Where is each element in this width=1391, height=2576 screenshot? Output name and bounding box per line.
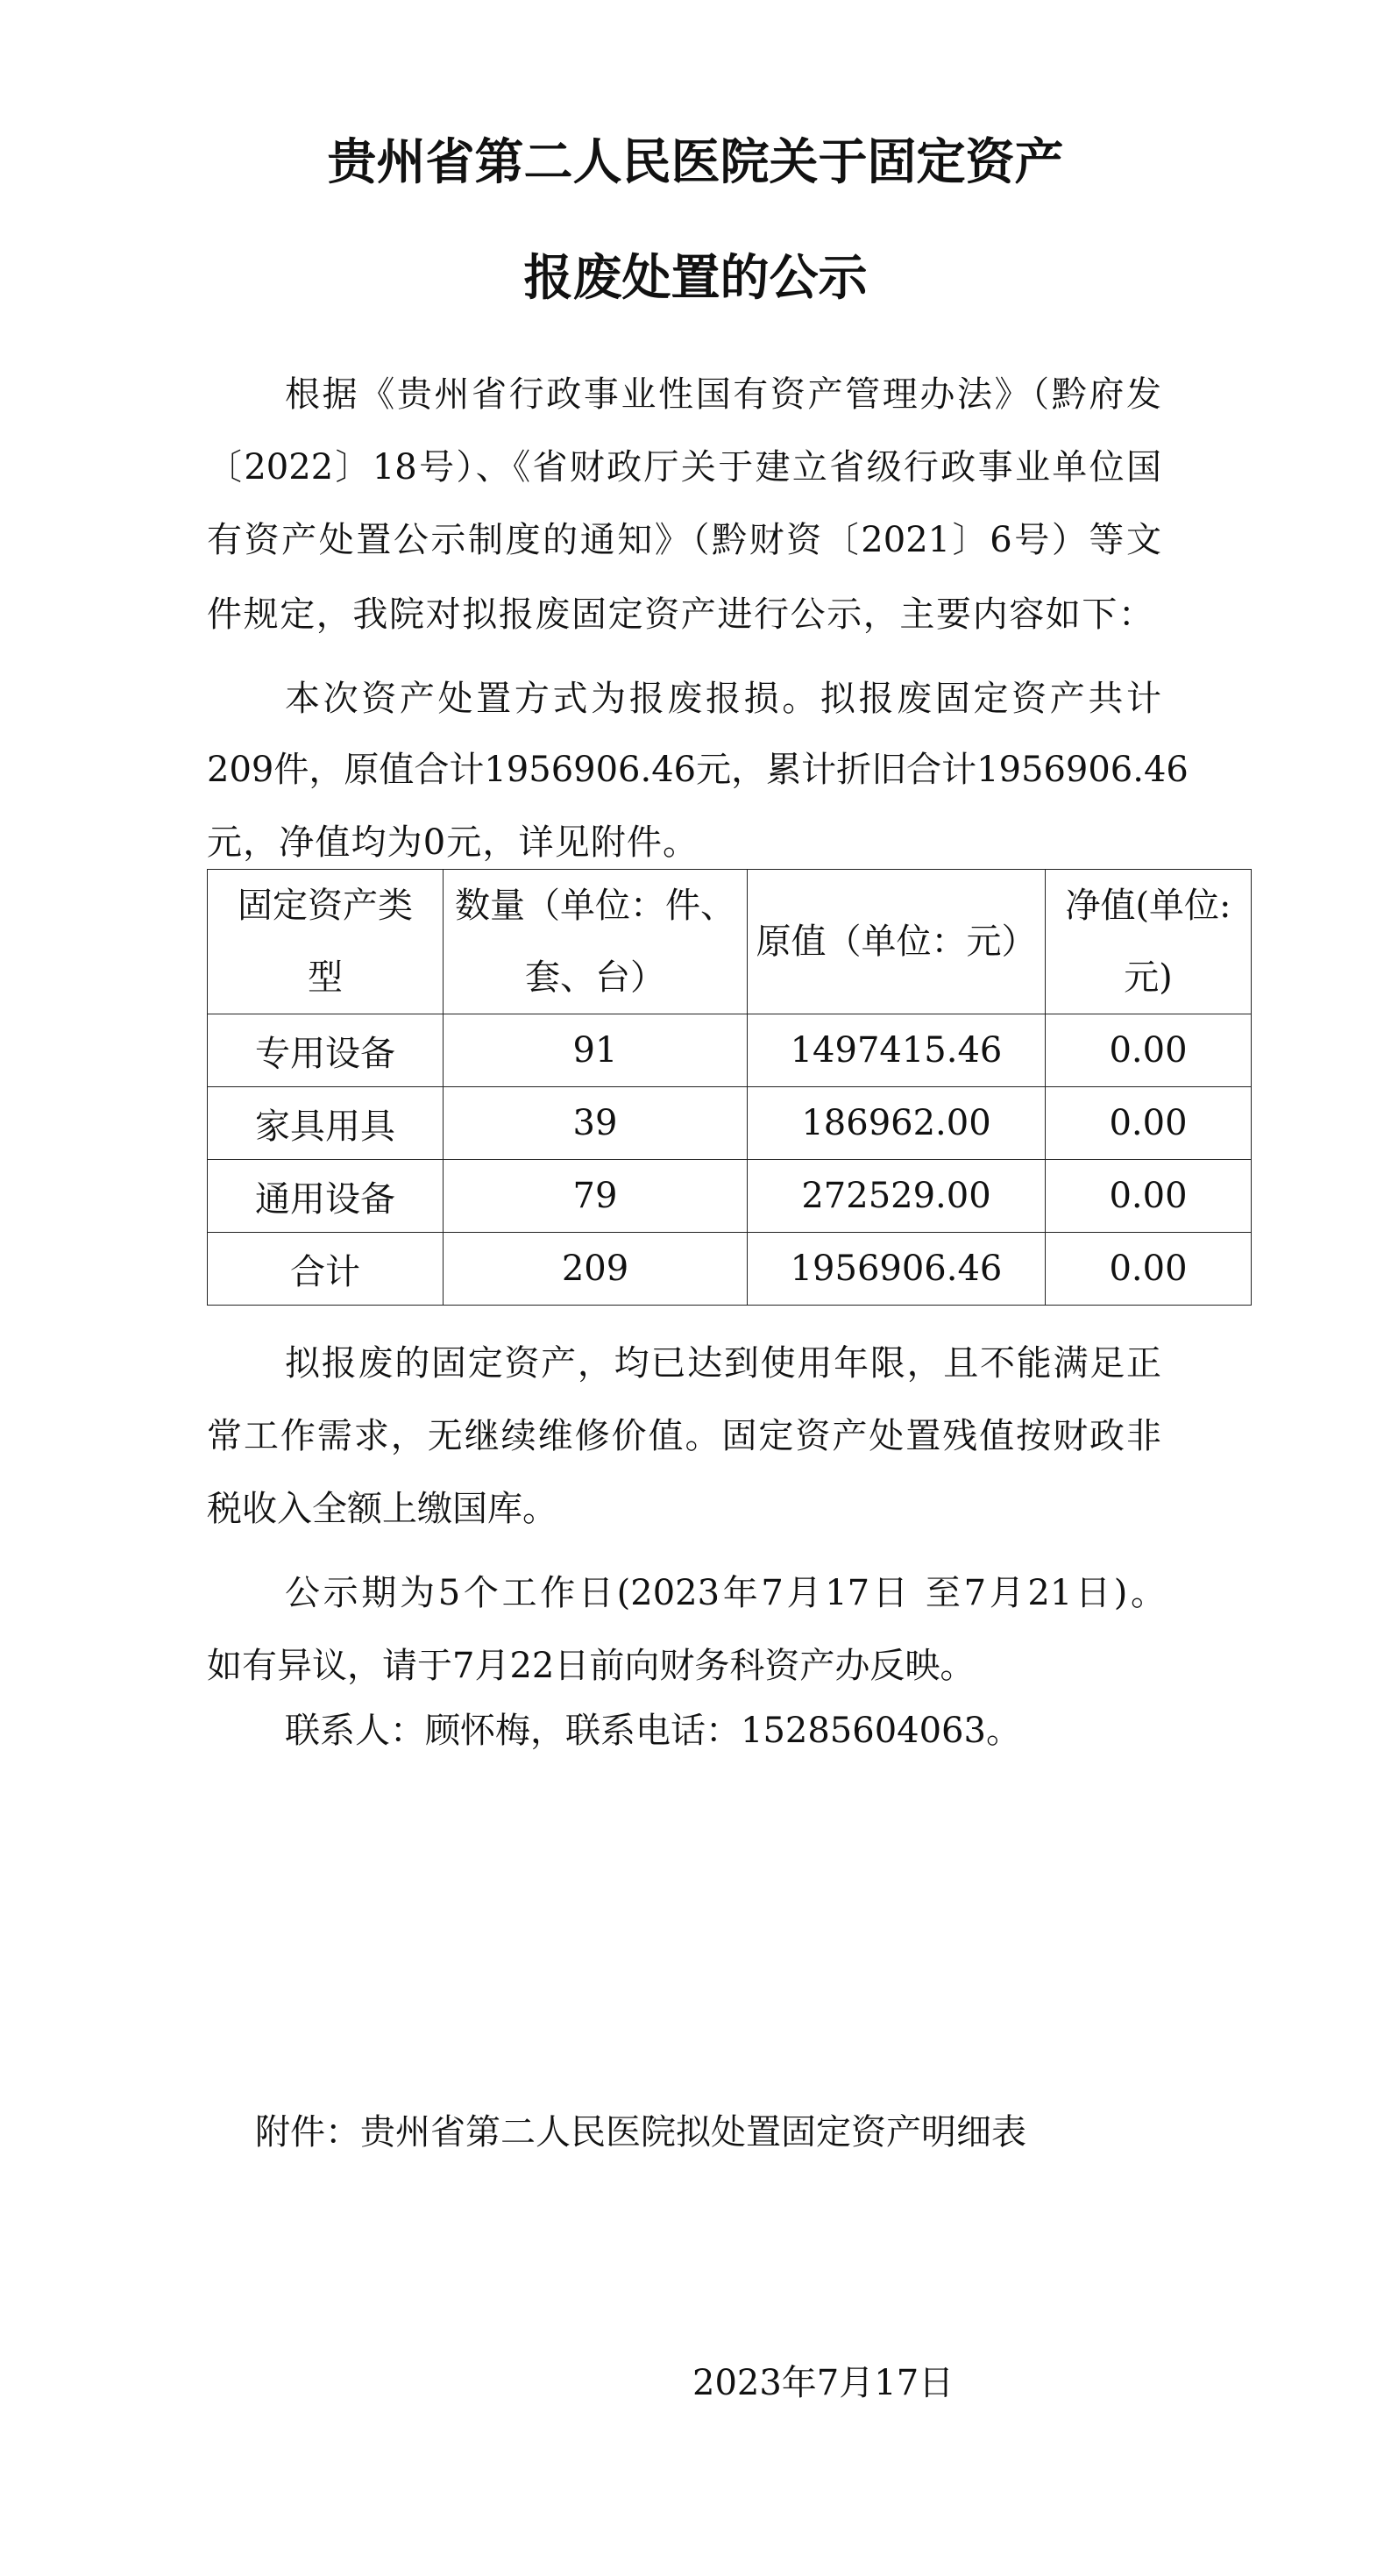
- para1-line: 根据《贵州省行政事业性国有资产管理办法》（黔府发: [285, 374, 1161, 415]
- table-row: [208, 1014, 1252, 1087]
- table-row-total: [208, 1233, 1252, 1306]
- cell-type: 通用设备: [208, 1160, 444, 1233]
- table-header-row: [208, 870, 1252, 1014]
- cell-net-value: 0.00: [1046, 1014, 1252, 1087]
- para1-line: 有资产处置公示制度的通知》（黔财资〔2021〕6号）等文: [207, 520, 1161, 560]
- header-cell: 数量（单位：件、套、台）: [444, 870, 748, 1014]
- cell-quantity: 79: [444, 1160, 748, 1233]
- para4-line: 如有异议，请于7月22日前向财务科资产办反映。: [207, 1646, 976, 1686]
- para1-line: 件规定，我院对拟报废固定资产进行公示，主要内容如下：: [207, 594, 1153, 635]
- cell-type: 家具用具: [208, 1087, 444, 1160]
- asset-table: [207, 869, 1252, 1306]
- para2-line: 209件，原值合计1956906.46元，累计折旧合计1956906.46: [207, 750, 1189, 790]
- table-row: [208, 1087, 1252, 1160]
- para2-line: 元，净值均为0元，详见附件。: [207, 822, 698, 863]
- para1-line: 〔2022〕18号）、《省财政厅关于建立省级行政事业单位国: [207, 447, 1161, 487]
- cell-original-value: 1956906.46: [748, 1233, 1046, 1306]
- contact-line: 联系人：顾怀梅，联系电话：15285604063。: [285, 1711, 1021, 1751]
- title-line-2: 报废处置的公示: [523, 249, 868, 307]
- header-cell: 净值(单位:元): [1046, 870, 1252, 1014]
- para3-line: 税收入全额上缴国库。: [207, 1489, 557, 1529]
- table-row: [208, 1160, 1252, 1233]
- header-cell: 原值（单位：元）: [748, 870, 1046, 1014]
- cell-net-value: 0.00: [1046, 1160, 1252, 1233]
- document-date: 2023年7月17日: [692, 2363, 955, 2403]
- title-line-1: 贵州省第二人民医院关于固定资产: [327, 133, 1064, 191]
- cell-net-value: 0.00: [1046, 1233, 1252, 1306]
- attachment-note: 附件：贵州省第二人民医院拟处置固定资产明细表: [255, 2112, 1026, 2153]
- header-cell: 固定资产类型: [208, 870, 444, 1014]
- para3-line: 常工作需求，无继续维修价值。固定资产处置残值按财政非: [207, 1416, 1161, 1456]
- cell-quantity: 209: [444, 1233, 748, 1306]
- cell-quantity: 39: [444, 1087, 748, 1160]
- para4-line: 公示期为5个工作日(2023年7月17日 至7月21日)。: [285, 1573, 1166, 1613]
- cell-original-value: 272529.00: [748, 1160, 1046, 1233]
- cell-type: 合计: [208, 1233, 444, 1306]
- cell-original-value: 186962.00: [748, 1087, 1046, 1160]
- para3-line: 拟报废的固定资产，均已达到使用年限，且不能满足正: [285, 1343, 1161, 1384]
- cell-original-value: 1497415.46: [748, 1014, 1046, 1087]
- cell-quantity: 91: [444, 1014, 748, 1087]
- cell-type: 专用设备: [208, 1014, 444, 1087]
- cell-net-value: 0.00: [1046, 1087, 1252, 1160]
- para2-line: 本次资产处置方式为报废报损。拟报废固定资产共计: [285, 679, 1161, 719]
